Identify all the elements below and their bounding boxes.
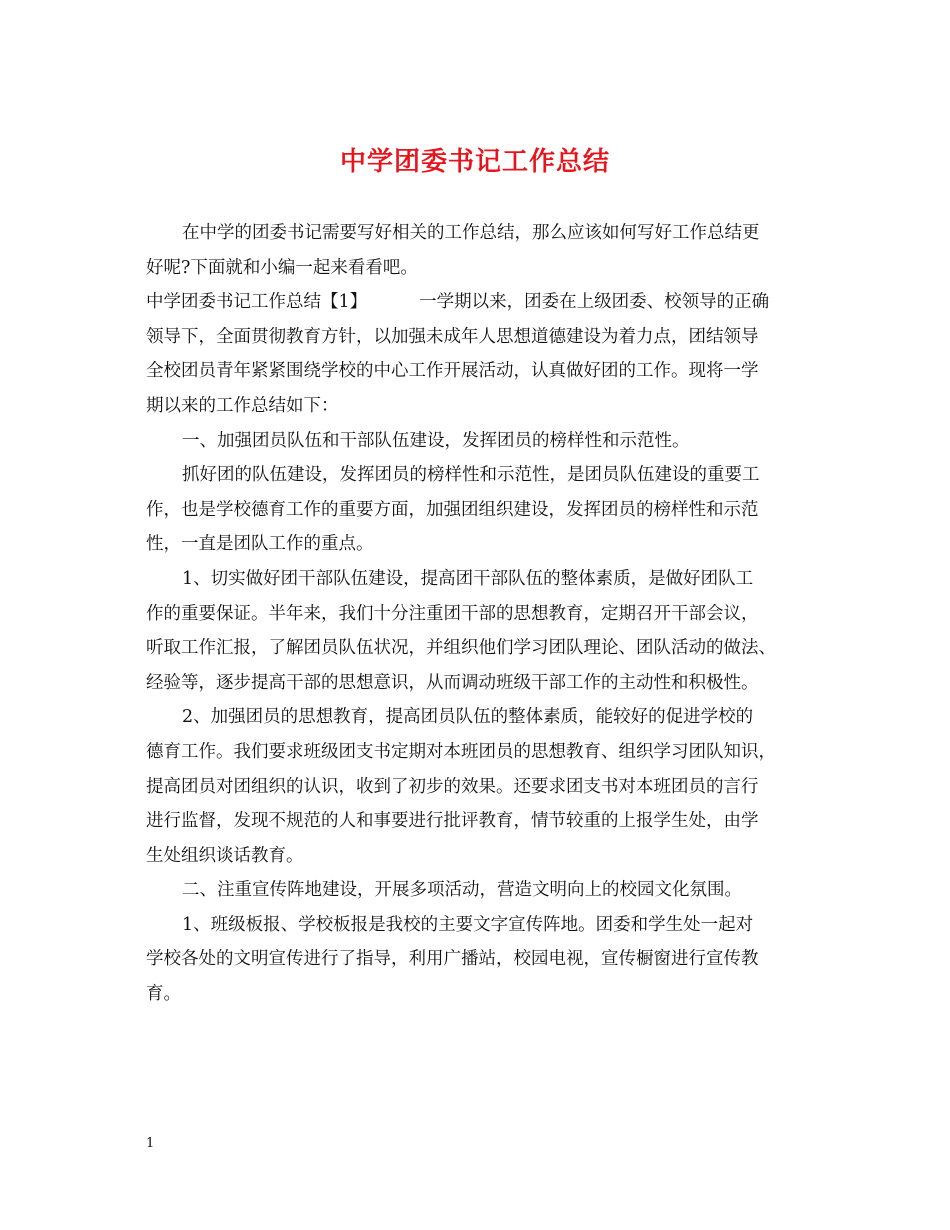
body-line: 一、加强团员队伍和干部队伍建设，发挥团员的榜样性和示范性。 <box>182 430 690 451</box>
body-line: 好呢?下面就和小编一起来看看吧。 <box>146 257 418 278</box>
body-line: 德育工作。我们要求班级团支书定期对本班团员的思想教育、组织学习团队知识， <box>146 741 776 762</box>
page-number: 1 <box>146 1136 155 1151</box>
body-line: 2、加强团员的思想教育，提高团员队伍的整体素质，能较好的促进学校的 <box>182 707 754 728</box>
body-line: 学校各处的文明宣传进行了指导，利用广播站，校园电视，宣传橱窗进行宣传教 <box>146 949 759 970</box>
document-body <box>146 216 811 1012</box>
body-line: 性，一直是团队工作的重点。 <box>146 534 374 555</box>
body-line: 全校团员青年紧紧围绕学校的中心工作开展活动，认真做好团的工作。现将一学 <box>146 361 759 382</box>
body-line: 听取工作汇报，了解团员队伍状况，并组织他们学习团队理论、团队活动的做法、 <box>146 638 776 659</box>
section-heading: 中学团委书记工作总结【1】 <box>146 292 368 313</box>
body-line: 作，也是学校德育工作的重要方面，加强团组织建设，发挥团员的榜样性和示范 <box>146 499 759 520</box>
body-line: 经验等，逐步提高干部的思想意识，从而调动班级干部工作的主动性和积极性。 <box>146 672 759 693</box>
body-line: 领导下，全面贯彻教育方针，以加强未成年人思想道德建设为着力点，团结领导 <box>146 326 759 347</box>
body-line-continuation: 一学期以来，团委在上级团委、校领导的正确 <box>419 292 770 313</box>
body-line: 在中学的团委书记需要写好相关的工作总结，那么应该如何写好工作总结更 <box>182 223 760 243</box>
body-line: 育。 <box>146 984 181 1005</box>
body-line: 期以来的工作总结如下： <box>146 395 339 416</box>
body-line: 提高团员对团组织的认识，收到了初步的效果。还要求团支书对本班团员的言行 <box>146 776 759 797</box>
body-line: 生处组织谈话教育。 <box>146 845 304 866</box>
document-title: 中学团委书记工作总结 <box>339 147 610 177</box>
body-line: 作的重要保证。半年来，我们十分注重团干部的思想教育，定期召开干部会议， <box>146 603 759 624</box>
body-line: 抓好团的队伍建设，发挥团员的榜样性和示范性，是团员队伍建设的重要工 <box>182 465 760 486</box>
body-line: 二、注重宣传阵地建设，开展多项活动，营造文明向上的校园文化氛围。 <box>182 880 742 901</box>
body-line: 1、班级板报、学校板报是我校的主要文字宣传阵地。团委和学生处一起对 <box>182 914 754 935</box>
body-line: 进行监督，发现不规范的人和事要进行批评教育，情节较重的上报学生处，由学 <box>146 811 759 832</box>
body-line-heading-inline <box>146 285 811 320</box>
body-line: 1、切实做好团干部队伍建设，提高团干部队伍的整体素质，是做好团队工 <box>182 568 754 589</box>
